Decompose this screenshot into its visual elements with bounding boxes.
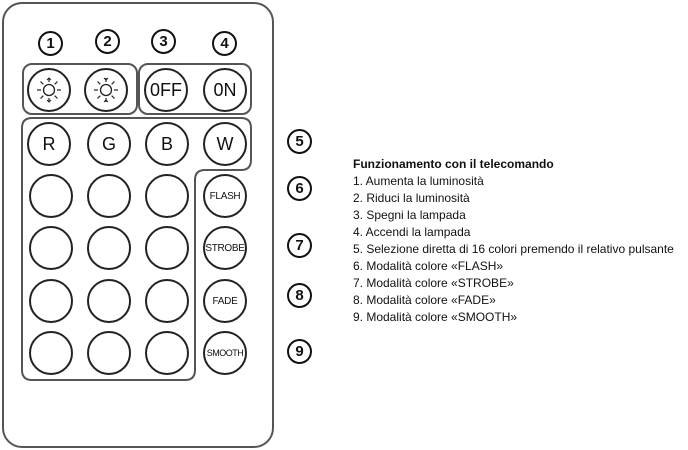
legend-item: 4. Accendi la lampada (353, 225, 471, 239)
legend-item: 3. Spegni la lampada (353, 208, 466, 222)
color-button[interactable] (29, 331, 73, 375)
fade-label: FADE (212, 295, 238, 307)
legend-item: 7. Modalità colore «STROBE» (353, 276, 514, 290)
callout-9: 9 (287, 339, 312, 364)
color-button-w[interactable] (203, 122, 247, 166)
callout-1: 1 (38, 31, 63, 56)
color-button[interactable] (87, 226, 131, 270)
callout-2: 2 (95, 29, 120, 54)
color-button[interactable] (29, 174, 73, 218)
smooth-label: SMOOTH (206, 348, 244, 358)
color-label-b: B (160, 133, 173, 154)
smooth-button[interactable] (203, 331, 247, 375)
color-button-b[interactable] (145, 122, 189, 166)
strobe-button[interactable] (203, 226, 247, 270)
legend-item: 6. Modalità colore «FLASH» (353, 259, 504, 273)
off-label: 0FF (149, 79, 182, 100)
color-button[interactable] (29, 226, 73, 270)
legend-item: 5. Selezione diretta di 16 colori premendo il relativo pulsante (353, 242, 674, 256)
callout-7: 7 (287, 233, 312, 258)
fade-button[interactable] (203, 279, 247, 323)
legend-item: 1. Aumenta la luminosità (353, 174, 484, 188)
callout-3: 3 (151, 29, 176, 54)
flash-button[interactable] (203, 174, 247, 218)
color-button[interactable] (145, 174, 189, 218)
callout-4: 4 (212, 31, 237, 56)
color-button[interactable] (87, 331, 131, 375)
color-button-g[interactable] (87, 122, 131, 166)
legend-item: 8. Modalità colore «FADE» (353, 293, 496, 307)
color-button[interactable] (29, 279, 73, 323)
legend-item: 2. Riduci la luminosità (353, 191, 470, 205)
color-button[interactable] (87, 279, 131, 323)
on-label: 0N (213, 79, 237, 100)
color-button[interactable] (145, 331, 189, 375)
callout-8: 8 (287, 283, 312, 308)
legend (353, 156, 674, 326)
callout-5: 5 (287, 129, 312, 154)
color-button-r[interactable] (27, 122, 71, 166)
legend-item: 9. Modalità colore «SMOOTH» (353, 310, 518, 324)
color-label-w: W (216, 133, 234, 154)
legend-title: Funzionamento con il telecomando (353, 157, 554, 171)
color-label-g: G (101, 133, 116, 154)
color-button[interactable] (145, 279, 189, 323)
strobe-label: STROBE (205, 242, 245, 254)
callout-6: 6 (287, 176, 312, 201)
flash-label: FLASH (209, 190, 241, 202)
color-label-r: R (42, 133, 56, 154)
color-button[interactable] (145, 226, 189, 270)
color-button[interactable] (87, 174, 131, 218)
